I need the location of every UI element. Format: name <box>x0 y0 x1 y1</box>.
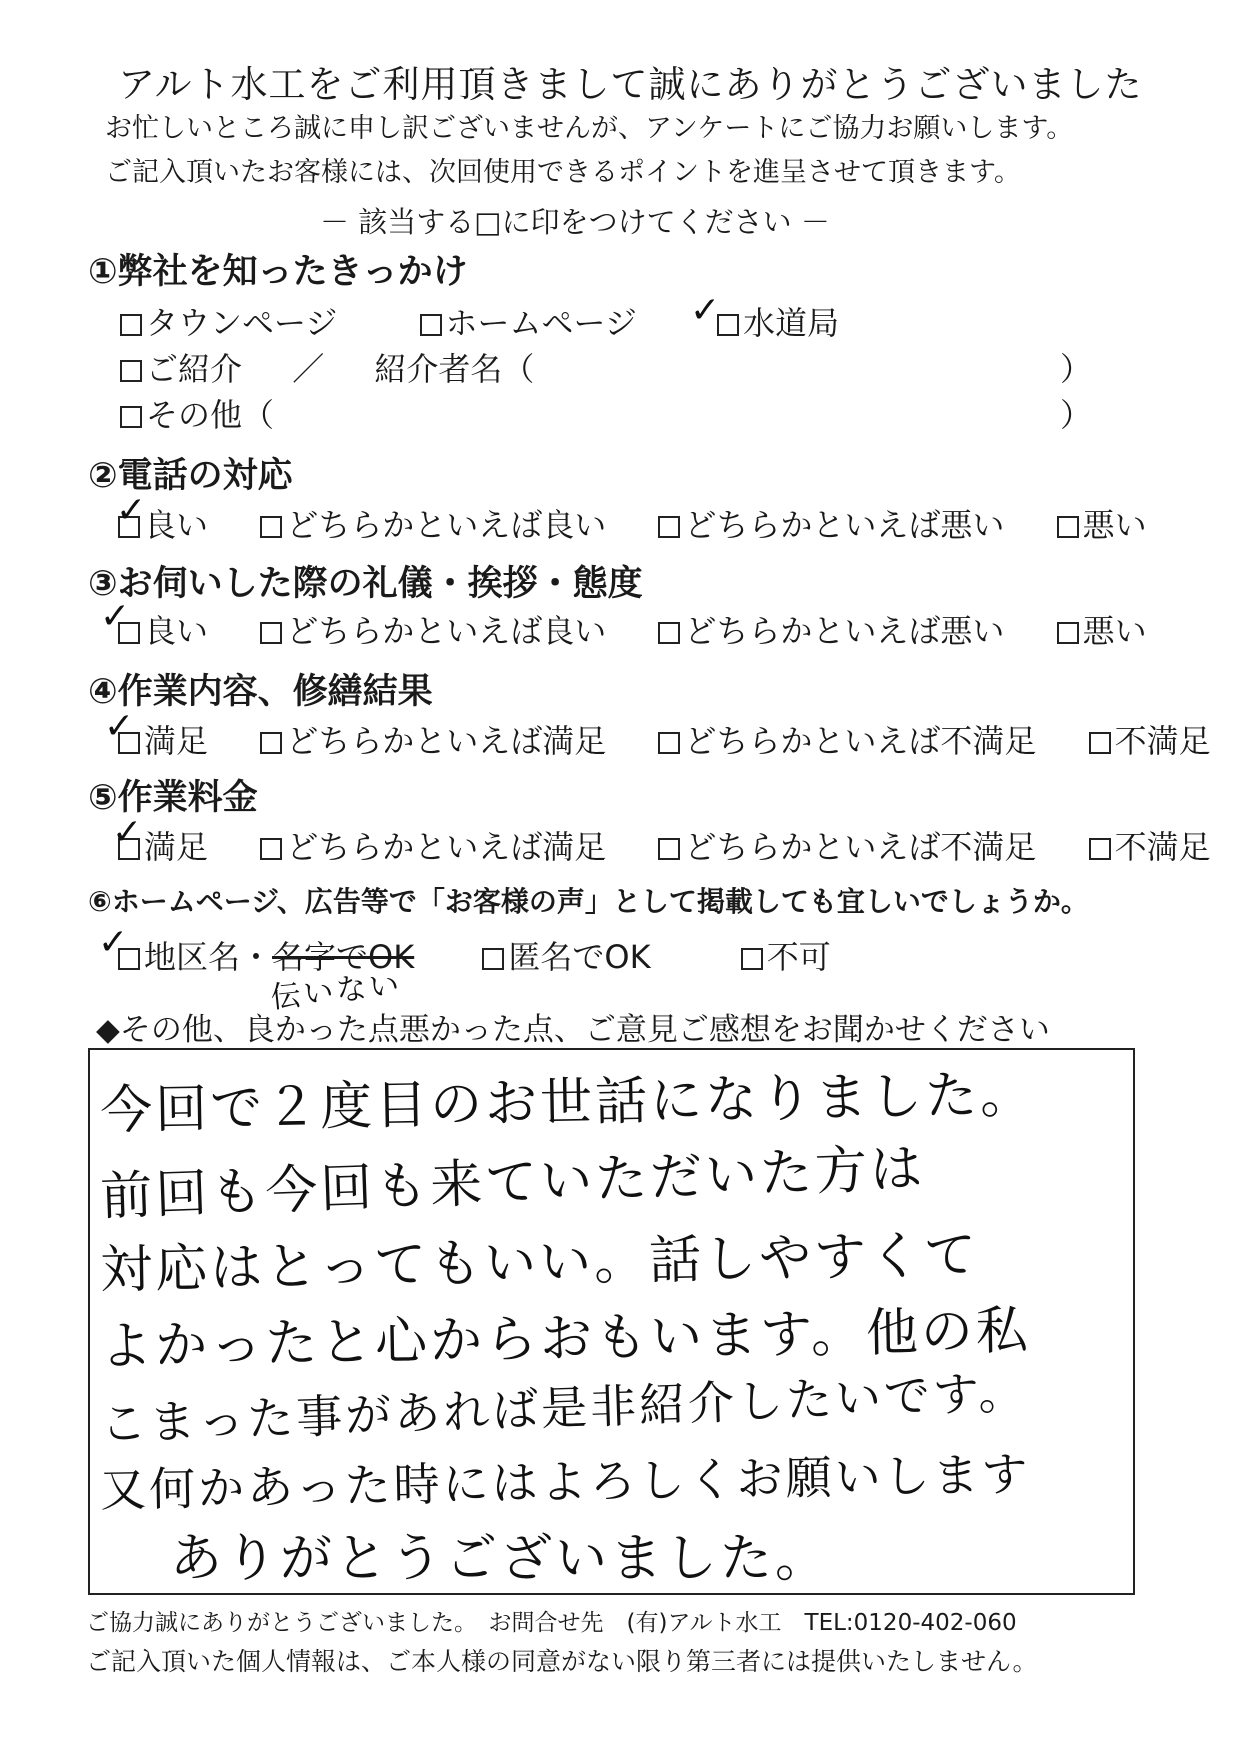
q6-option-area-name[interactable]: 地区名・名字でOK <box>118 938 414 976</box>
q2-option-rather-bad[interactable]: どちらかといえば悪い <box>658 506 1004 544</box>
q3-option-rather-bad[interactable]: どちらかといえば悪い <box>658 612 1004 650</box>
checkbox[interactable] <box>1057 516 1079 538</box>
checkbox[interactable] <box>717 314 739 336</box>
q1-option-homepage[interactable]: ホームページ <box>420 304 637 342</box>
handwritten-note: 伝いない <box>268 967 404 1016</box>
checkbox[interactable] <box>482 948 504 970</box>
q2-option-good[interactable]: 良い <box>118 506 208 544</box>
q1-row2 <box>120 344 534 390</box>
checkbox[interactable] <box>658 838 680 860</box>
q5-option-satisfied[interactable]: 満足 <box>118 828 208 866</box>
checkbox[interactable] <box>260 622 282 644</box>
q6-option-anonymous[interactable]: 匿名でOK <box>482 938 650 976</box>
check-mark: ✓ <box>104 706 135 747</box>
referrer-label: 紹介者名（ <box>374 350 535 388</box>
separator: ／ <box>292 350 325 388</box>
checkbox[interactable] <box>420 314 442 336</box>
q2-option-rather-good[interactable]: どちらかといえば良い <box>260 506 606 544</box>
q6-options <box>118 932 831 978</box>
q3-title: ③お伺いした際の礼儀・挨拶・態度 <box>88 564 643 604</box>
struck-text: 名字でOK <box>272 938 415 976</box>
handwritten-line-2: 前回も今回も来ていただいた方は <box>99 1138 927 1228</box>
checkbox[interactable] <box>260 838 282 860</box>
q5-option-rather-satisfied[interactable]: どちらかといえば満足 <box>260 828 606 866</box>
checkbox[interactable] <box>1089 732 1111 754</box>
q3-option-good[interactable]: 良い <box>118 612 208 650</box>
q4-option-rather-satisfied[interactable]: どちらかといえば満足 <box>260 722 606 760</box>
check-mark: ✓ <box>98 922 129 963</box>
handwritten-line-3: 対応はとってもいい。話しやすくて <box>99 1225 980 1301</box>
checkbox[interactable] <box>658 516 680 538</box>
q1-option-referral[interactable]: ご紹介 <box>120 350 242 388</box>
survey-points-note: ご記入頂いたお客様には、次回使用できるポイントを進呈させて頂きます。 <box>105 157 1021 188</box>
q6-option-not-allowed[interactable]: 不可 <box>741 938 831 976</box>
checkbox[interactable] <box>120 360 142 382</box>
comments-title: ◆その他、良かった点悪かった点、ご意見ご感想をお聞かせください <box>96 1012 1050 1048</box>
handwritten-line-1: 今回で２度目のお世話になりました。 <box>99 1064 1036 1142</box>
check-mark: ✓ <box>100 596 131 637</box>
checkbox[interactable] <box>1057 622 1079 644</box>
q1-option-waterworks[interactable]: 水道局 <box>717 304 839 342</box>
checkbox[interactable] <box>658 622 680 644</box>
q4-title: ④作業内容、修繕結果 <box>88 672 433 712</box>
q3-option-bad[interactable]: 悪い <box>1057 612 1147 650</box>
checkbox[interactable] <box>260 516 282 538</box>
q1-row1 <box>120 298 881 344</box>
q5-options <box>118 822 1253 868</box>
survey-subtitle: お忙しいところ誠に申し訳ございませんが、アンケートにご協力お願いします。 <box>105 113 1074 144</box>
check-mark: ✓ <box>690 290 721 331</box>
check-mark: ✓ <box>116 490 147 531</box>
q5-title: ⑤作業料金 <box>88 778 258 818</box>
handwritten-line-6: 又何かあった時にはよろしくお願いします <box>99 1446 1031 1518</box>
instruction: － 該当する□に印をつけてください － <box>320 205 830 239</box>
footer-privacy: ご記入頂いた個人情報は、ご本人様の同意がない限り第三者には提供いたしません。 <box>86 1647 1038 1676</box>
q5-option-rather-unsatisfied[interactable]: どちらかといえば不満足 <box>658 828 1036 866</box>
q1-other-close: ） <box>1060 396 1093 434</box>
checkbox[interactable] <box>120 314 142 336</box>
handwritten-line-5: こまった事があれば是非紹介したいです。 <box>99 1364 1029 1452</box>
q4-option-satisfied[interactable]: 満足 <box>118 722 208 760</box>
handwritten-line-7: ありがとうございました。 <box>170 1529 831 1589</box>
q1-row3 <box>120 390 274 436</box>
q1-title: ①弊社を知ったきっかけ <box>88 252 468 292</box>
checkbox[interactable] <box>120 406 142 428</box>
q1-option-other[interactable]: その他（ <box>120 396 274 434</box>
q2-option-bad[interactable]: 悪い <box>1057 506 1147 544</box>
q4-options <box>118 716 1253 762</box>
q3-options <box>118 606 1189 652</box>
footer-contact: ご協力誠にありがとうございました。 お問合せ先 (有)アルト水工 TEL:0120-402-060 <box>86 1610 1017 1636</box>
checkbox[interactable] <box>741 948 763 970</box>
q3-option-rather-good[interactable]: どちらかといえば良い <box>260 612 606 650</box>
q1-option-townpage[interactable]: タウンページ <box>120 304 337 342</box>
q4-option-unsatisfied[interactable]: 不満足 <box>1089 722 1211 760</box>
q4-option-rather-unsatisfied[interactable]: どちらかといえば不満足 <box>658 722 1036 760</box>
q2-options <box>118 500 1189 546</box>
survey-title: アルト水工をご利用頂きまして誠にありがとうございました <box>118 63 1143 106</box>
checkbox[interactable] <box>1089 838 1111 860</box>
q1-referrer-close: ） <box>1060 350 1093 388</box>
check-mark: ✓ <box>112 812 143 853</box>
checkbox[interactable] <box>658 732 680 754</box>
q5-option-unsatisfied[interactable]: 不満足 <box>1089 828 1211 866</box>
handwritten-line-4: よかったと心からおもいます。他の私 <box>99 1300 1032 1378</box>
q6-title: ⑥ホームページ、広告等で「お客様の声」として掲載しても宜しいでしょうか。 <box>88 885 1089 918</box>
q2-title: ②電話の対応 <box>88 456 293 496</box>
checkbox[interactable] <box>260 732 282 754</box>
